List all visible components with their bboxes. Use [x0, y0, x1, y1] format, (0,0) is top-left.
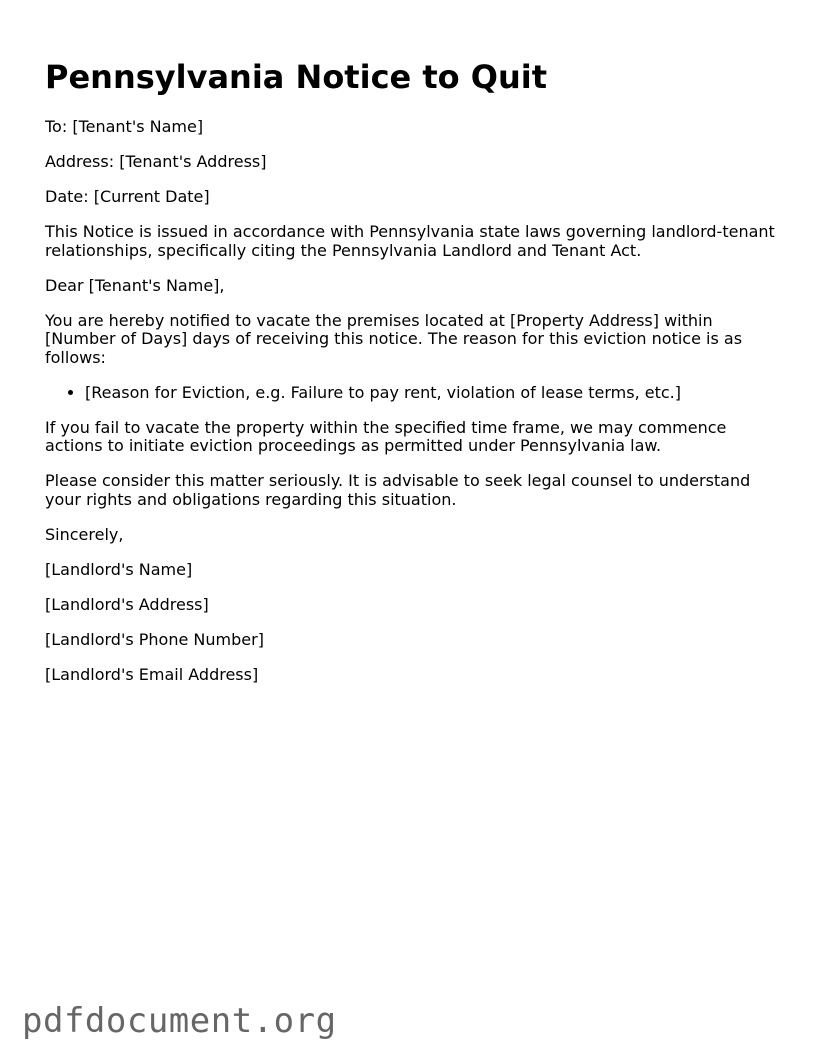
site-watermark: pdfdocument.org — [22, 1001, 337, 1041]
landlord-email: [Landlord's Email Address] — [45, 664, 259, 684]
landlord-address: [Landlord's Address] — [45, 594, 209, 614]
to-line: To: [Tenant's Name] — [45, 117, 204, 136]
address-line: Address: [Tenant's Address] — [45, 152, 267, 171]
notice-paragraph: You are hereby notified to vacate the premises located at [Property Address] within [Number of Days] days of receiving this notice. The reason for this eviction notice is as follows: — [45, 310, 743, 367]
landlord-phone: [Landlord's Phone Number] — [45, 629, 264, 649]
closing-line: Sincerely, — [45, 524, 124, 544]
salutation: Dear [Tenant's Name], — [45, 275, 225, 295]
eviction-reason-item: • [Reason for Eviction, e.g. Failure to pay rent, violation of lease terms, etc.] — [85, 384, 785, 403]
advice-paragraph: Please consider this matter seriously. It is advisable to seek legal counsel to understand your rights and obligations regarding this situation. — [45, 471, 751, 509]
intro-paragraph: This Notice is issued in accordance with Pennsylvania state laws governing landlord-tenant relationships, specifically citing the Pennsylvania Landlord and Tenant Act. — [45, 222, 775, 260]
document-body — [45, 118, 785, 701]
date-line: Date: [Current Date] — [45, 187, 210, 206]
consequence-paragraph: If you fail to vacate the property within the specified time frame, we may commence actions to initiate eviction proceedings as permitted under Pennsylvania law. — [45, 417, 727, 455]
eviction-reasons-list — [45, 384, 785, 403]
landlord-name: [Landlord's Name] — [45, 559, 193, 579]
document-title: Pennsylvania Notice to Quit — [45, 58, 548, 96]
